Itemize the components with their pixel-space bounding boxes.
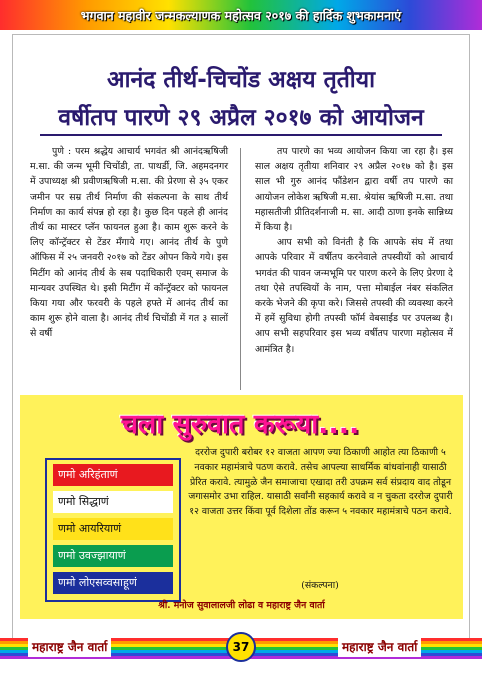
article-title-line-2: वर्षीतप पारणे २९ अप्रैल २०१७ को आयोजन bbox=[58, 105, 424, 131]
mantra-item: णमो लोएसव्वसाहूणं bbox=[53, 572, 173, 594]
mantra-item: णमो अरिहंताणं bbox=[53, 464, 173, 486]
top-banner-text: भगवान महावीर जन्मकल्याणक महोत्सव २०१७ की हार्दिक शुभकामनाएं bbox=[80, 7, 402, 23]
credit-line: श्री. मनोज सुवालालजी लोढा व महाराष्ट्र जैन वार्ता bbox=[158, 600, 325, 611]
footer bbox=[0, 622, 482, 681]
right-column-paragraph-1: तप पारणे का भव्य आयोजन किया जा रहा है। इस साल अक्षय तृतीया शनिवार २९ अप्रैल २०१७ को है। इस साल भी गुरु आनंद फौंडेशन द्वारा वर्षी तप पारणे का आयोजन लोकेश ऋषिजी म.सा. श्रेयांस ऋषिजी म.सा. तथा महासतीजी प्रीतिदर्शनाजी म. सा. आदी ठाणा इनके सान्निध्य में किया है। bbox=[255, 146, 453, 234]
concept-label: (संकल्पना) bbox=[301, 580, 339, 591]
title-underline bbox=[40, 134, 442, 136]
mantra-item: णमो उवज्झायाणं bbox=[53, 545, 173, 567]
top-banner bbox=[0, 0, 482, 30]
slogan-heading: चला सुरुवात करूया.... bbox=[120, 409, 360, 440]
mantra-item: णमो सिद्धाणं bbox=[53, 491, 173, 513]
article-left-column bbox=[30, 144, 228, 342]
right-column-paragraph-2: आप सभी को विनंती है कि आपके संघ में तथा आपके परिवार में वर्षीतप करनेवाले तपस्वीयों को आचार्य भगवंत की पावन जन्मभूमि पर पारण करने के लिए प्रेरणा दे तथा ऐसे तपस्वियों के नाम, पत्ता मोबाईल नंबर संकलित करके भेजने की कृपा करे। जिससे तपस्वी की व्यवस्था करने में हमें सुविधा होगी तपस्वी फॉर्म वेबसाईड पर उपलब्ध है। आप सभी सहपरिवार इस भव्य वर्षीतप पारणा महोत्सव में आमंत्रित है। bbox=[255, 237, 453, 355]
footer-left-title: महाराष्ट्र जैन वार्ता bbox=[28, 636, 111, 657]
page-number: 37 bbox=[226, 632, 256, 662]
article-title-line-1: आनंद तीर्थ-चिचोंड अक्षय तृतीया bbox=[106, 67, 376, 93]
mantra-item: णमो आयरियाणं bbox=[53, 518, 173, 540]
instructions-text: दररोज दुपारी बरोबर १२ वाजता आपण ज्या ठिकाणी आहोत त्या ठिकाणी ५ नवकार महामंत्राचे पठण करावे. तसेच आपल्या साधर्मिक बांधवांनाही यासाठी प्रेरित करावे. त्यामुळे जैन समाजाचा एखादा तरी उपक्रम सर्व संप्रदाय वाद तोडून जगासमोर उभा राहिल. यासाठी सर्वांनी सहकार्य करावे व न चुकता दररोज दुपारी १२ वाजता उत्तर किंवा पूर्व दिशेला तोंड करून ५ नवकार महामंत्राचे पठन करावे. bbox=[188, 447, 453, 518]
column-divider bbox=[240, 148, 241, 390]
article-right-column bbox=[255, 144, 453, 357]
left-column-paragraph: पुणे : परम श्रद्धेय आचार्य भगवंत श्री आनंदऋषिजी म.सा. की जन्म भूमी चिचोंडी, ता. पाथर्डी, जि. अहमदनगर में उपाध्यक्ष श्री प्रवीणऋषिजी म.सा. की प्रेरणा से ३५ एकर जमीन पर सम्र तीर्थ निर्माण की संकल्पना के साथ तीर्थ निर्माण का कार्य संपन्न हो रहा है। कुछ दिन पहले ही आनंद तीर्थ का मास्टर प्लॅन फायनल हुआ है। काम शुरू करने के लिए कॉन्ट्रॅक्टर से टेंडर मँगाये गए। आनंद तीर्थ के पुणे ऑफिस में २५ जनवरी २०१७ को टेंडर ओपन किये गये। इस मिटींग को आनंद तीर्थ के सब पदाधिकारी एवम् समाज के मान्यवर उपस्थित थे। इसी मिटींग में कॉन्ट्रॅक्टर को फायनल किया गया और फरवरी के पहले हफ्ते में आनंद तीर्थ का काम शुरू होने वाला है। आनंद तीर्थ चिचोंडी में गत ३ सालों से वर्षी bbox=[30, 146, 228, 340]
footer-right-title: महाराष्ट्र जैन वार्ता bbox=[338, 636, 421, 657]
